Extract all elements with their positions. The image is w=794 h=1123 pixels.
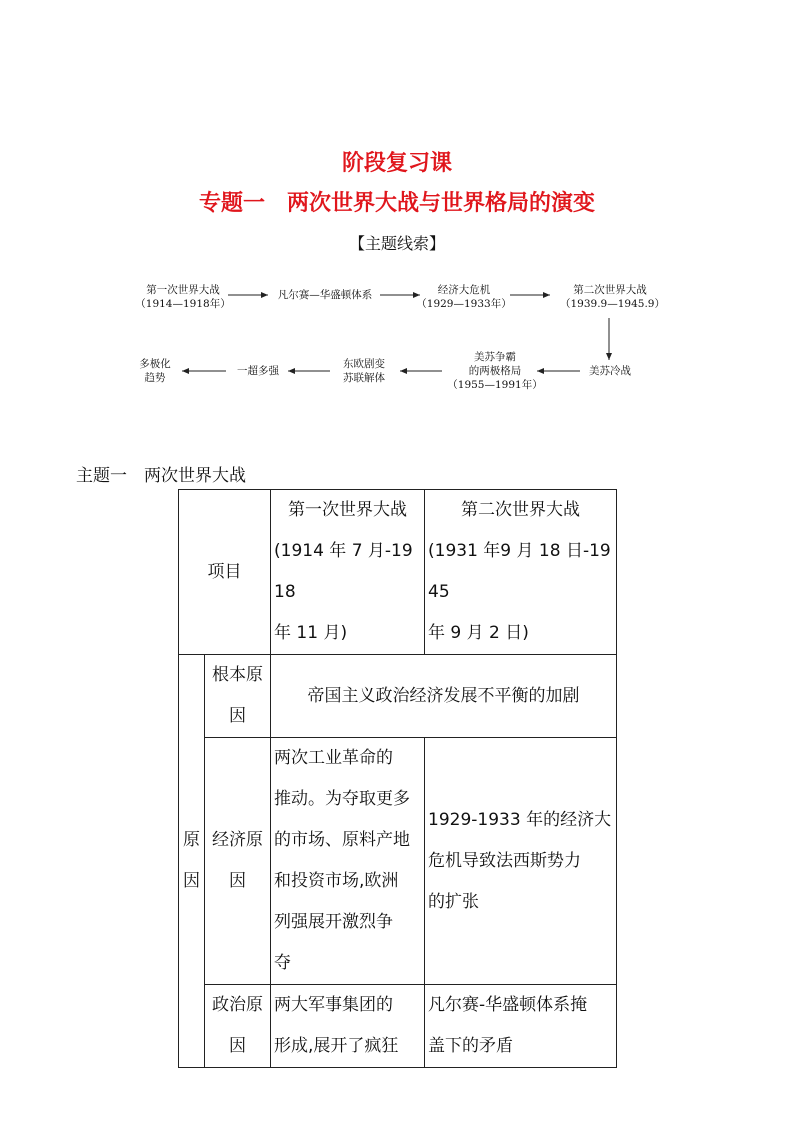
ww1-economic-cell bbox=[271, 738, 425, 985]
page-title: 阶段复习课 bbox=[341, 151, 452, 176]
topic-title: 专题一 两次世界大战与世界格局的演变 bbox=[198, 191, 595, 216]
timeline-node-ww1 bbox=[133, 283, 233, 311]
node-label: 美苏争霸 bbox=[474, 351, 516, 363]
timeline-arrows bbox=[0, 0, 794, 420]
timeline-node-cold-war bbox=[580, 364, 640, 378]
node-label: 一超多强 bbox=[237, 365, 279, 377]
cell-line: 1929-1933 年的经济大 bbox=[428, 809, 612, 830]
node-label: 东欧剧变 bbox=[343, 358, 385, 370]
timeline-node-depression bbox=[416, 283, 512, 311]
row-label: 因 bbox=[229, 1036, 246, 1056]
node-label: 苏联解体 bbox=[343, 372, 385, 384]
header-ww2-line: 年 9 月 2 日) bbox=[428, 623, 529, 643]
table-row bbox=[179, 738, 617, 985]
timeline-node-ussr-collapse bbox=[332, 357, 396, 385]
row-label-cell bbox=[205, 655, 271, 738]
node-label: 趋势 bbox=[144, 372, 166, 384]
header-ww2-cell bbox=[425, 490, 617, 655]
table-row bbox=[179, 985, 617, 1068]
node-label: （1939.9—1945.9） bbox=[560, 298, 665, 310]
section-heading: 主题一 两次世界大战 bbox=[76, 466, 246, 486]
header-ww2-line: 第二次世界大战 bbox=[461, 500, 580, 520]
node-label: 美苏冷战 bbox=[589, 365, 631, 377]
table-header-row bbox=[179, 490, 617, 655]
node-label: 多极化 bbox=[139, 358, 171, 370]
shared-cause-cell bbox=[271, 655, 617, 738]
cell-line: 夺 bbox=[274, 953, 291, 973]
cell-line: 形成,展开了疯狂 bbox=[274, 1036, 399, 1056]
ww1-political-cell bbox=[271, 985, 425, 1068]
header-item-label: 项目 bbox=[207, 561, 242, 582]
header-ww1-line: 年 11 月) bbox=[274, 623, 348, 643]
header-ww2-line: (1931 年9 月 18 日-1945 bbox=[428, 541, 611, 602]
ww2-economic-cell bbox=[425, 738, 617, 985]
row-label-cell bbox=[205, 985, 271, 1068]
cell-line: 两大军事集团的 bbox=[274, 995, 393, 1015]
node-label: 的两极格局 bbox=[468, 365, 522, 377]
row-label-cell bbox=[205, 738, 271, 985]
timeline-node-ww2 bbox=[560, 283, 665, 311]
node-label: 第一次世界大战 bbox=[146, 284, 220, 296]
timeline-node-multipolar bbox=[130, 357, 180, 385]
cell-line: 凡尔赛-华盛顿体系掩 bbox=[428, 995, 588, 1015]
cause-label-cell bbox=[179, 655, 205, 1068]
row-label: 根本原 bbox=[212, 665, 263, 685]
section-subtitle: 【主题线索】 bbox=[348, 234, 445, 253]
row-label: 因 bbox=[229, 871, 246, 891]
cell-line: 的扩张 bbox=[428, 891, 479, 912]
ww2-political-cell bbox=[425, 985, 617, 1068]
cell-line: 列强展开激烈争 bbox=[274, 912, 393, 932]
row-label: 经济原 bbox=[212, 830, 263, 850]
node-label: 第二次世界大战 bbox=[573, 284, 647, 296]
node-label: 凡尔赛—华盛顿体系 bbox=[277, 289, 373, 301]
cell-line: 盖下的矛盾 bbox=[428, 1036, 513, 1056]
node-label: （1955—1991年） bbox=[447, 379, 543, 391]
node-label: （1929—1933年） bbox=[416, 298, 512, 310]
header-ww1-cell bbox=[271, 490, 425, 655]
cell-line: 和投资市场,欧洲 bbox=[274, 871, 399, 891]
cell-line: 推动。为夺取更多 bbox=[274, 789, 410, 809]
row-label: 因 bbox=[229, 706, 246, 726]
header-ww1-line: (1914 年 7 月-1918 bbox=[274, 541, 413, 602]
node-label: 经济大危机 bbox=[437, 284, 491, 296]
shared-cause-text: 帝国主义政治经济发展不平衡的加剧 bbox=[307, 685, 580, 706]
row-label: 政治原 bbox=[212, 995, 263, 1015]
cell-line: 的市场、原料产地 bbox=[274, 830, 410, 850]
header-item-cell bbox=[179, 490, 271, 655]
cell-line: 两次工业革命的 bbox=[274, 748, 393, 768]
cause-label: 因 bbox=[183, 871, 200, 891]
comparison-table bbox=[178, 489, 617, 1068]
timeline-node-bipolar bbox=[445, 350, 545, 392]
cell-line: 危机导致法西斯势力 bbox=[428, 850, 581, 871]
node-label: （1914—1918年） bbox=[135, 298, 231, 310]
table-row bbox=[179, 655, 617, 738]
timeline-node-versailles bbox=[270, 288, 380, 302]
header-ww1-line: 第一次世界大战 bbox=[288, 500, 407, 520]
cause-label: 原 bbox=[183, 830, 200, 850]
timeline-node-unipolar bbox=[228, 364, 288, 378]
